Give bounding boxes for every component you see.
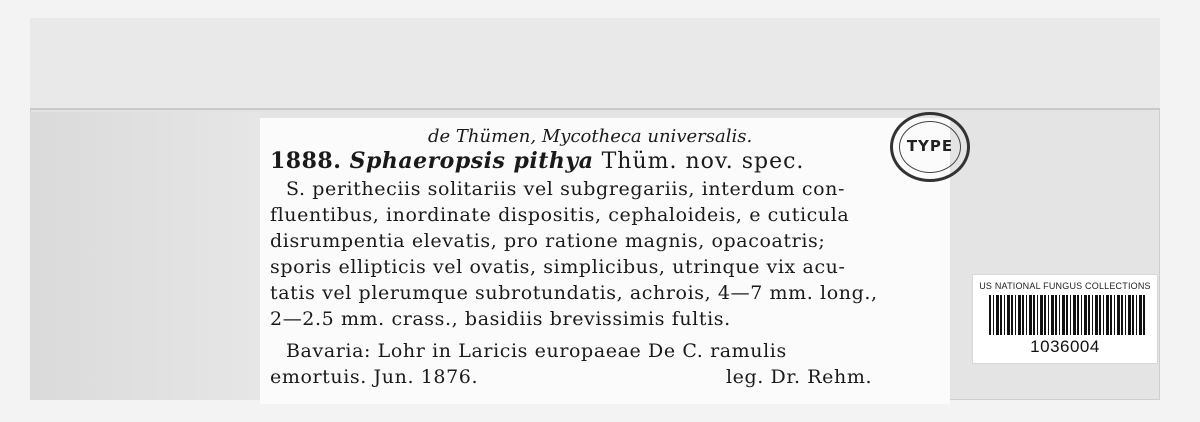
description-line: disrumpentia elevatis, pro ratione magnis, opacoatris; (270, 230, 826, 252)
specimen-label (260, 118, 950, 404)
description-line: fluentibus, inordinate dispositis, cephaloideis, e cuticula (270, 204, 850, 226)
packet-fold (30, 18, 1160, 110)
packet-shadow (30, 112, 260, 400)
species-name: Sphaeropsis pithya (349, 148, 594, 174)
barcode-number: 1036004 (1030, 337, 1100, 356)
description-line: 2—2.5 mm. crass., basidiis brevissimis fultis. (270, 308, 731, 330)
collector-line: leg. Dr. Rehm. (726, 366, 873, 388)
label-heading (270, 148, 804, 174)
barcode-bars (989, 295, 1145, 335)
date-line: emortuis. Jun. 1876. (270, 366, 479, 388)
barcode-title: US NATIONAL FUNGUS COLLECTIONS (979, 281, 1151, 291)
type-stamp (890, 112, 970, 182)
stamp-text: TYPE (906, 137, 954, 155)
exsiccata-number: 1888. (270, 148, 342, 174)
description-line: S. peritheciis solitariis vel subgregariis, interdum con- (286, 178, 845, 200)
locality-line: Bavaria: Lohr in Laricis europaeae De C. ramulis (286, 340, 787, 362)
description-line: tatis vel plerumque subrotundatis, achrois, 4—7 mm. long., (270, 282, 878, 304)
collection-name: de Thümen, Mycotheca universalis. (428, 126, 753, 147)
description-line: sporis ellipticis vel ovatis, simplicibus, utrinque vix acu- (270, 256, 846, 278)
species-authority: Thüm. nov. spec. (601, 149, 805, 174)
barcode-label (972, 274, 1158, 364)
